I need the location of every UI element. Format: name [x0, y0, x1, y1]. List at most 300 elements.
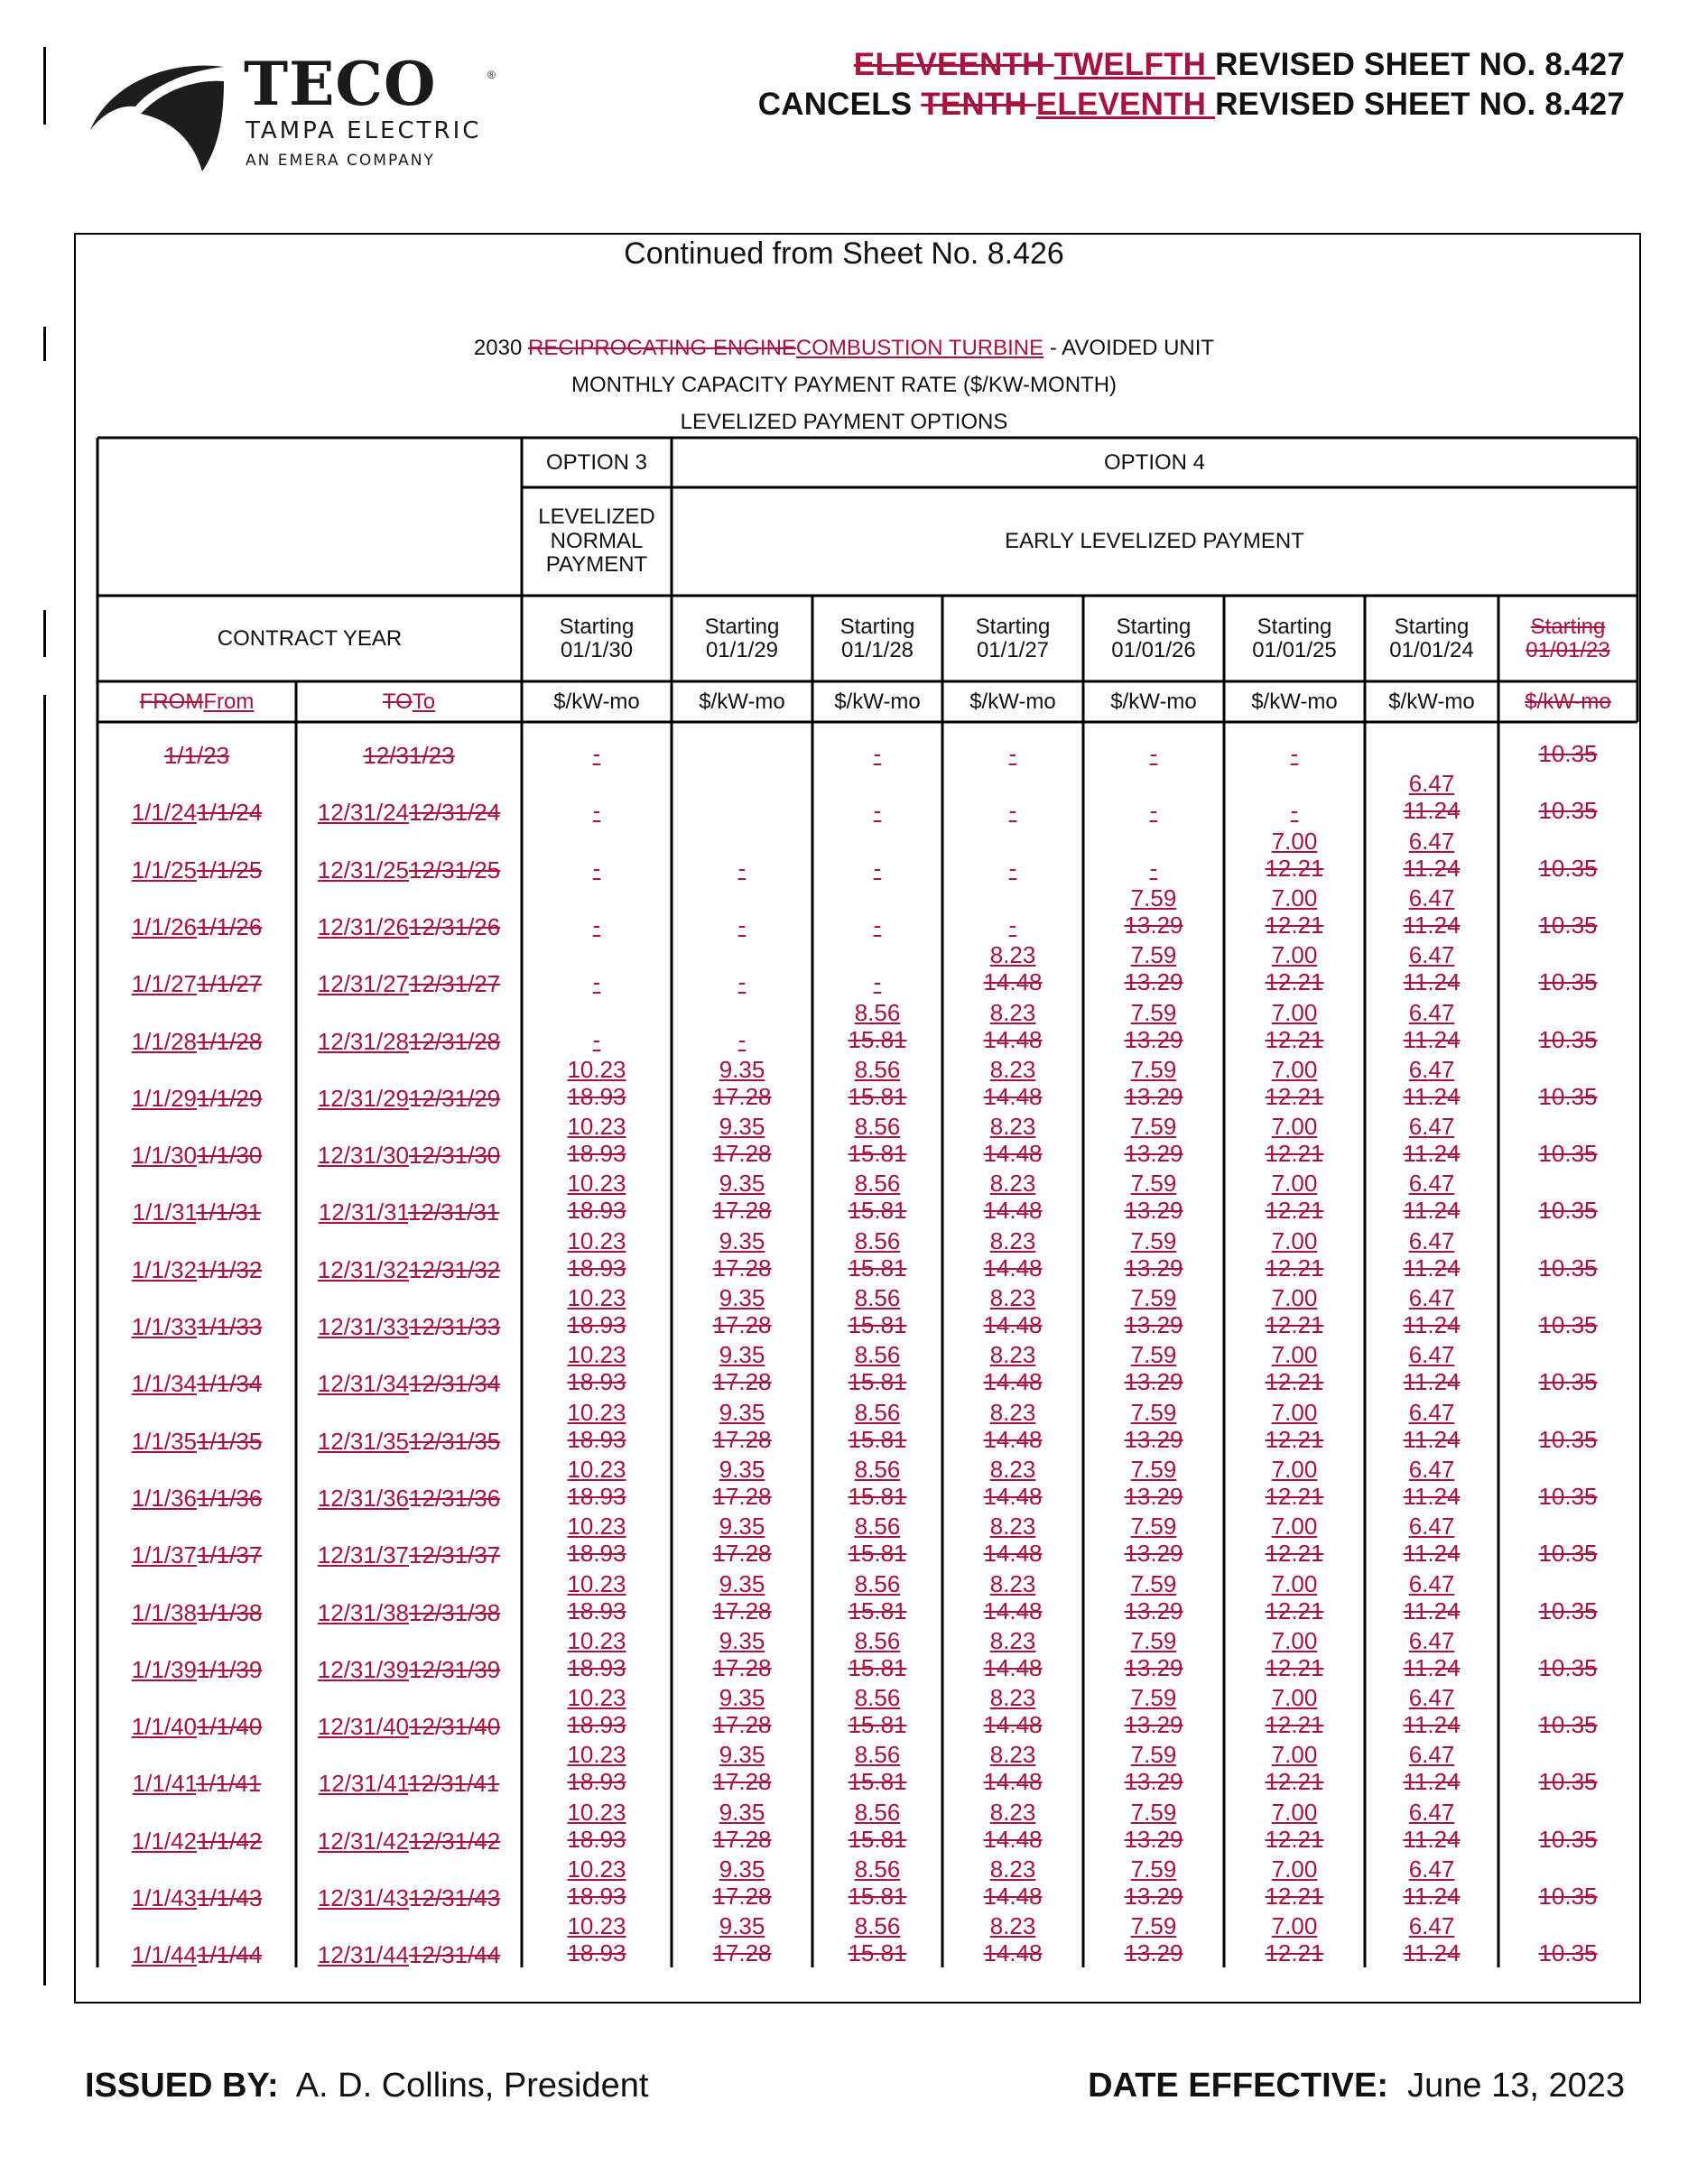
new-rate-value: 8.56	[854, 1170, 901, 1198]
old-rate-value: 12.21	[1265, 1425, 1324, 1453]
deleted-from-date: 1/1/24	[197, 799, 263, 827]
new-rate-value: 7.00	[1271, 1398, 1318, 1426]
inserted-to-date: 12/31/28	[317, 1027, 409, 1055]
from-date	[97, 1313, 296, 1341]
old-rate-value: 13.29	[1124, 1540, 1183, 1568]
new-rate-value: 6.47	[1408, 1569, 1455, 1597]
deleted-from-date: 1/1/40	[197, 1713, 263, 1741]
from-date	[97, 1828, 296, 1855]
inserted-to-date: 12/31/32	[317, 1255, 409, 1283]
new-rate-value: 8.56	[854, 998, 901, 1026]
inserted-from-date: 1/1/26	[131, 912, 197, 940]
inserted-to-date: 12/31/33	[317, 1313, 409, 1340]
new-rate-value: 8.56	[854, 1284, 901, 1311]
new-rate-value: 6.47	[1408, 1055, 1455, 1083]
old-rate-value: 12.21	[1265, 1140, 1324, 1168]
starting-label: Starting	[559, 614, 635, 639]
old-rate-value: 18.93	[567, 1254, 626, 1282]
empty-rate-dash: -	[737, 911, 747, 939]
new-rate-value: 9.35	[719, 1284, 765, 1311]
old-rate-value: 13.29	[1124, 1425, 1183, 1453]
starting-date-header	[1224, 597, 1365, 680]
inserted-from-date: 1/1/32	[131, 1255, 197, 1283]
new-rate-value: 6.47	[1408, 1170, 1455, 1198]
old-rate-value: 14.48	[983, 1482, 1043, 1510]
old-rate-value: 14.48	[983, 1596, 1043, 1624]
to-date	[296, 856, 522, 884]
old-rate-value: 15.81	[848, 1939, 907, 1967]
new-rate-value: 8.56	[854, 1113, 901, 1141]
from-date	[97, 742, 296, 770]
deleted-from-date: 1/1/35	[197, 1427, 263, 1455]
deleted-rate-value: 10.35	[1538, 797, 1598, 825]
deleted-caption-text: RECIPROCATING ENGINE	[527, 336, 796, 360]
new-rate-value: 6.47	[1408, 1284, 1455, 1311]
inserted-to-date: 12/31/41	[318, 1770, 409, 1798]
old-rate-value: 14.48	[983, 1653, 1043, 1681]
date-effective-label: DATE EFFECTIVE:	[1088, 2067, 1388, 2105]
old-rate-value: 14.48	[983, 1254, 1043, 1282]
old-rate-value: 13.29	[1124, 968, 1183, 996]
new-rate-value: 7.59	[1130, 1798, 1177, 1826]
new-rate-value: 9.35	[719, 1798, 765, 1826]
new-rate-value: 9.35	[719, 1398, 765, 1426]
old-rate-value: 17.28	[712, 1540, 772, 1568]
starting-date: 01/1/30	[560, 638, 634, 662]
inserted-from-date: 1/1/30	[131, 1142, 197, 1170]
new-rate-value: 6.47	[1408, 1341, 1455, 1369]
deleted-from-date: 1/1/42	[197, 1827, 263, 1855]
new-rate-value: 10.23	[567, 1226, 626, 1254]
empty-rate-dash: -	[1290, 797, 1299, 825]
old-rate-value: 12.21	[1265, 1939, 1324, 1967]
old-rate-value: 15.81	[848, 1883, 907, 1910]
new-rate-value: 10.23	[567, 1513, 626, 1541]
old-rate-value: 13.29	[1124, 1254, 1183, 1282]
to-date	[296, 1656, 522, 1684]
logo-wordmark: TECO	[244, 49, 437, 119]
deleted-to-date: 12/31/44	[409, 1941, 501, 1969]
starting-date: 01/01/24	[1389, 638, 1474, 662]
empty-rate-dash: -	[737, 854, 747, 882]
inserted-to-date: 12/31/37	[317, 1541, 409, 1569]
inserted-from-date: 1/1/43	[131, 1884, 197, 1911]
deleted-from-date: 1/1/23	[163, 742, 230, 769]
old-rate-value: 12.21	[1265, 854, 1324, 882]
deleted-rate-value: 10.35	[1538, 854, 1598, 882]
inserted-to-date: 12/31/26	[317, 912, 409, 940]
starting-date-header	[522, 597, 672, 680]
old-rate-value: 18.93	[567, 1482, 626, 1510]
old-rate-value: 13.29	[1124, 911, 1183, 939]
old-rate-value: 15.81	[848, 1425, 907, 1453]
old-rate-value: 11.24	[1403, 1425, 1461, 1453]
new-rate-value: 9.35	[719, 1341, 765, 1369]
old-rate-value: 18.93	[567, 1540, 626, 1568]
deleted-rate-value: 10.35	[1538, 1254, 1598, 1282]
old-rate-value: 17.28	[712, 1653, 772, 1681]
new-rate-value: 9.35	[719, 1055, 765, 1083]
option-3-desc-line: PAYMENT	[545, 552, 648, 578]
old-rate-value: 11.24	[1403, 1311, 1461, 1338]
new-rate-value: 10.23	[567, 1398, 626, 1426]
new-rate-value: 7.00	[1271, 1569, 1318, 1597]
inserted-to-date: 12/31/40	[317, 1713, 409, 1741]
deleted-to-date: 12/31/39	[409, 1655, 501, 1683]
unit-label: $/kW-mo	[969, 689, 1056, 714]
new-rate-value: 9.35	[719, 1684, 765, 1712]
deleted-rate-value: 10.35	[1538, 1939, 1598, 1967]
to-date	[296, 1028, 522, 1056]
starting-date: 01/01/25	[1252, 638, 1337, 662]
from-date	[97, 856, 296, 884]
empty-rate-dash: -	[592, 854, 601, 882]
old-rate-value: 11.24	[1403, 1939, 1461, 1967]
caption-year: 2030	[473, 336, 528, 360]
deleted-rate-value: 10.35	[1538, 1140, 1598, 1168]
unit-label: $/kW-mo	[553, 689, 640, 714]
from-date	[97, 799, 296, 827]
empty-rate-dash: -	[1008, 797, 1017, 825]
deleted-to-date: 12/31/23	[363, 742, 455, 769]
old-rate-value: 12.21	[1265, 1883, 1324, 1910]
deleted-to-date: 12/31/28	[409, 1027, 501, 1055]
old-rate-value: 13.29	[1124, 1596, 1183, 1624]
new-rate-value: 7.59	[1130, 1626, 1177, 1654]
deleted-rate-value: 10.35	[1538, 911, 1598, 939]
old-rate-value: 15.81	[848, 1140, 907, 1168]
new-rate-value: 9.35	[719, 1626, 765, 1654]
logo-subtitle: TAMPA ELECTRIC	[246, 117, 482, 144]
registered-mark: ®	[487, 69, 496, 81]
old-rate-value: 14.48	[983, 1368, 1043, 1396]
empty-rate-dash: -	[592, 911, 601, 939]
deleted-from-date: 1/1/34	[197, 1370, 263, 1398]
old-rate-value: 15.81	[848, 1711, 907, 1739]
old-rate-value: 15.81	[848, 1197, 907, 1225]
old-rate-value: 17.28	[712, 1197, 772, 1225]
deleted-from-date: 1/1/31	[196, 1198, 262, 1226]
starting-date-header	[1498, 597, 1637, 680]
inserted-to-date: 12/31/35	[317, 1427, 409, 1455]
old-rate-value: 12.21	[1265, 1711, 1324, 1739]
inserted-revision-text: TWELFTH	[1053, 47, 1216, 82]
old-rate-value: 12.21	[1265, 911, 1324, 939]
old-rate-value: 15.81	[848, 1825, 907, 1853]
old-rate-value: 12.21	[1265, 1254, 1324, 1282]
old-rate-value: 13.29	[1124, 1653, 1183, 1681]
to-date	[296, 970, 522, 998]
old-rate-value: 11.24	[1403, 968, 1461, 996]
from-date	[97, 1198, 296, 1226]
old-rate-value: 13.29	[1124, 1025, 1183, 1053]
option-3-description	[522, 489, 672, 594]
new-rate-value: 10.23	[567, 1569, 626, 1597]
new-rate-value: 8.23	[989, 1455, 1036, 1483]
to-date	[296, 1142, 522, 1170]
old-rate-value: 13.29	[1124, 1482, 1183, 1510]
new-rate-value: 10.23	[567, 1341, 626, 1369]
from-date	[97, 1428, 296, 1456]
new-rate-value: 8.23	[989, 1055, 1036, 1083]
deleted-rate-value: 10.35	[1538, 1311, 1598, 1338]
old-rate-value: 15.81	[848, 1368, 907, 1396]
unit-label: $/kW-mo	[1388, 689, 1475, 714]
old-rate-value: 11.24	[1403, 1082, 1461, 1110]
to-date	[296, 1770, 522, 1798]
new-rate-value: 10.23	[567, 1741, 626, 1769]
old-rate-value: 14.48	[983, 1939, 1043, 1967]
starting-label: Starting	[1394, 614, 1470, 639]
old-rate-value: 15.81	[848, 1311, 907, 1338]
old-rate-value: 15.81	[848, 1540, 907, 1568]
old-rate-value: 18.93	[567, 1425, 626, 1453]
to-date	[296, 1541, 522, 1569]
new-rate-value: 7.00	[1271, 1284, 1318, 1311]
old-rate-value: 12.21	[1265, 1540, 1324, 1568]
inserted-to-date: 12/31/27	[317, 970, 409, 998]
empty-rate-dash: -	[1149, 797, 1158, 825]
unit-label: $/kW-mo	[1110, 689, 1197, 714]
new-rate-value: 6.47	[1408, 1798, 1455, 1826]
old-rate-value: 14.48	[983, 1082, 1043, 1110]
new-rate-value: 9.35	[719, 1226, 765, 1254]
old-rate-value: 15.81	[848, 1025, 907, 1053]
inserted-from-date: 1/1/40	[131, 1713, 197, 1741]
inserted-to-date: 12/31/38	[317, 1598, 409, 1626]
deleted-to-date: 12/31/31	[408, 1198, 500, 1226]
old-rate-value: 11.24	[1403, 1883, 1461, 1910]
cancels-label: CANCELS	[757, 87, 922, 122]
new-rate-value: 9.35	[719, 1569, 765, 1597]
new-rate-value: 8.56	[854, 1741, 901, 1769]
new-rate-value: 7.00	[1271, 1912, 1318, 1940]
from-date	[97, 913, 296, 941]
old-rate-value: 18.93	[567, 1768, 626, 1796]
old-rate-value: 14.48	[983, 1140, 1043, 1168]
old-rate-value: 12.21	[1265, 1653, 1324, 1681]
starting-label: Starting	[1257, 614, 1332, 639]
deleted-from-date: 1/1/30	[197, 1142, 263, 1170]
deleted-rate-value: 10.35	[1538, 1540, 1598, 1568]
deleted-to-date: 12/31/29	[409, 1084, 501, 1112]
deleted-from-date: 1/1/28	[197, 1027, 263, 1055]
new-rate-value: 8.23	[989, 1113, 1036, 1141]
deleted-to-date: 12/31/41	[408, 1770, 500, 1798]
new-rate-value: 8.56	[854, 1226, 901, 1254]
inserted-from-date: 1/1/41	[132, 1770, 197, 1798]
old-rate-value: 18.93	[567, 1711, 626, 1739]
old-rate-value: 12.21	[1265, 1482, 1324, 1510]
new-rate-value: 7.00	[1271, 998, 1318, 1026]
old-rate-value: 12.21	[1265, 1025, 1324, 1053]
date-effective	[1088, 2067, 1625, 2105]
new-rate-value: 8.56	[854, 1341, 901, 1369]
to-date	[296, 1599, 522, 1627]
old-rate-value: 18.93	[567, 1368, 626, 1396]
date-effective-value: June 13, 2023	[1407, 2067, 1625, 2105]
starting-date-header	[672, 597, 812, 680]
old-rate-value: 18.93	[567, 1883, 626, 1910]
new-rate-value: 10.23	[567, 1284, 626, 1311]
starting-date-header	[812, 597, 942, 680]
new-rate-value: 8.56	[854, 1055, 901, 1083]
new-rate-value: 7.59	[1130, 1912, 1177, 1940]
new-rate-value: 7.00	[1271, 1341, 1318, 1369]
new-rate-value: 8.56	[854, 1569, 901, 1597]
from-date	[97, 1599, 296, 1627]
old-rate-value: 17.28	[712, 1140, 772, 1168]
old-rate-value: 17.28	[712, 1254, 772, 1282]
from-date	[97, 1884, 296, 1912]
deleted-rate-value: 10.35	[1538, 1482, 1598, 1510]
to-date	[296, 1884, 522, 1912]
deleted-to-date: 12/31/33	[409, 1313, 501, 1340]
to-date	[296, 1085, 522, 1113]
old-rate-value: 12.21	[1265, 1825, 1324, 1853]
new-rate-value: 10.23	[567, 1626, 626, 1654]
deleted-to-date: 12/31/34	[409, 1370, 501, 1398]
empty-rate-dash: -	[873, 854, 882, 882]
new-rate-value: 6.47	[1408, 1226, 1455, 1254]
new-rate-value: 8.56	[854, 1455, 901, 1483]
inserted-from-date: 1/1/33	[131, 1313, 197, 1340]
new-rate-value: 7.59	[1130, 1170, 1177, 1198]
new-rate-value: 8.23	[989, 1912, 1036, 1940]
sheet-number-text: REVISED SHEET NO. 8.427	[1215, 87, 1625, 122]
from-date	[97, 1256, 296, 1284]
old-rate-value: 11.24	[1403, 1711, 1461, 1739]
deleted-from-date: 1/1/25	[197, 856, 263, 884]
old-rate-value: 17.28	[712, 1482, 772, 1510]
deleted-from-date: 1/1/44	[197, 1941, 263, 1969]
deleted-to-date: 12/31/40	[409, 1713, 501, 1741]
old-rate-value: 17.28	[712, 1883, 772, 1910]
new-rate-value: 10.23	[567, 1684, 626, 1712]
from-date	[97, 1941, 296, 1969]
inserted-from-date: 1/1/37	[131, 1541, 197, 1569]
to-date	[296, 1828, 522, 1855]
new-rate-value: 7.00	[1271, 1170, 1318, 1198]
new-rate-value: 6.47	[1408, 884, 1455, 912]
old-rate-value: 15.81	[848, 1482, 907, 1510]
inserted-to-date: 12/31/42	[317, 1827, 409, 1855]
new-rate-value: 10.23	[567, 1170, 626, 1198]
old-rate-value: 13.29	[1124, 1197, 1183, 1225]
old-rate-value: 13.29	[1124, 1368, 1183, 1396]
new-rate-value: 6.47	[1408, 1113, 1455, 1141]
old-rate-value: 11.24	[1403, 1482, 1461, 1510]
old-rate-value: 13.29	[1124, 1939, 1183, 1967]
new-rate-value: 6.47	[1408, 1855, 1455, 1883]
new-rate-value: 10.23	[567, 1113, 626, 1141]
from-date	[97, 1142, 296, 1170]
new-rate-value: 7.59	[1130, 1455, 1177, 1483]
deleted-from-date: 1/1/36	[197, 1484, 263, 1512]
option-4-description: EARLY LEVELIZED PAYMENT	[1005, 528, 1304, 553]
empty-rate-dash: -	[1149, 740, 1158, 767]
issued-by-value: A. D. Collins, President	[295, 2067, 649, 2105]
deleted-rate-value: 10.35	[1538, 1768, 1598, 1796]
old-rate-value: 12.21	[1265, 968, 1324, 996]
inserted-from-date: 1/1/44	[131, 1941, 197, 1969]
inserted-to-date: 12/31/31	[318, 1198, 409, 1226]
new-rate-value: 8.56	[854, 1855, 901, 1883]
new-rate-value: 8.23	[989, 1684, 1036, 1712]
deleted-from-date: 1/1/27	[197, 970, 263, 998]
new-rate-value: 9.35	[719, 1855, 765, 1883]
deleted-revision-text: ELEVEENTH	[853, 47, 1054, 82]
old-rate-value: 17.28	[712, 1711, 772, 1739]
table-subtitle-2: LEVELIZED PAYMENT OPTIONS	[680, 410, 1008, 434]
inserted-to-date: 12/31/34	[317, 1370, 409, 1398]
old-rate-value: 15.81	[848, 1653, 907, 1681]
new-rate-value: 6.47	[1408, 1684, 1455, 1712]
new-rate-value: 7.59	[1130, 1741, 1177, 1769]
deleted-rate-value: 10.35	[1538, 740, 1598, 767]
old-rate-value: 13.29	[1124, 1311, 1183, 1338]
inserted-from-date: 1/1/28	[131, 1027, 197, 1055]
deleted-to-date: 12/31/42	[409, 1827, 501, 1855]
empty-rate-dash: -	[592, 968, 601, 996]
new-rate-value: 10.23	[567, 1455, 626, 1483]
inserted-caption-text: COMBUSTION TURBINE	[795, 336, 1044, 360]
new-rate-value: 8.23	[989, 1398, 1036, 1426]
option-4-header: OPTION 4	[1103, 449, 1206, 475]
new-rate-value: 7.00	[1271, 941, 1318, 969]
starting-label: Starting	[1116, 614, 1192, 639]
deleted-to-date: 12/31/32	[409, 1255, 501, 1283]
old-rate-value: 12.21	[1265, 1368, 1324, 1396]
starting-date-header	[1365, 597, 1498, 680]
from-date	[97, 1656, 296, 1684]
new-rate-value: 6.47	[1408, 941, 1455, 969]
deleted-to-date: 12/31/25	[409, 856, 501, 884]
from-date	[97, 1541, 296, 1569]
deleted-rate-value: 10.35	[1538, 1425, 1598, 1453]
new-rate-value: 8.56	[854, 1398, 901, 1426]
to-date	[296, 1313, 522, 1341]
deleted-revision-text: TENTH	[921, 87, 1036, 122]
deleted-to-date: 12/31/27	[409, 970, 501, 998]
empty-rate-dash: -	[592, 797, 601, 825]
to-date	[296, 1256, 522, 1284]
starting-label: Starting	[839, 614, 915, 639]
new-rate-value: 6.47	[1408, 827, 1455, 855]
old-rate-value: 17.28	[712, 1596, 772, 1624]
old-rate-value: 14.48	[983, 1025, 1043, 1053]
new-rate-value: 7.00	[1271, 1684, 1318, 1712]
empty-rate-dash: -	[1290, 740, 1299, 767]
deleted-to-date: 12/31/30	[409, 1142, 501, 1170]
starting-date: 01/1/28	[840, 638, 914, 662]
new-rate-value: 6.47	[1408, 998, 1455, 1026]
old-rate-value: 11.24	[1403, 1653, 1461, 1681]
new-rate-value: 10.23	[567, 1798, 626, 1826]
deleted-to-date: 12/31/37	[409, 1541, 501, 1569]
old-rate-value: 18.93	[567, 1596, 626, 1624]
new-rate-value: 8.56	[854, 1684, 901, 1712]
new-rate-value: 8.23	[989, 998, 1036, 1026]
new-rate-value: 8.56	[854, 1798, 901, 1826]
new-rate-value: 7.00	[1271, 1513, 1318, 1541]
deleted-from-date: 1/1/26	[197, 912, 263, 940]
starting-date: 01/1/27	[976, 638, 1050, 662]
deleted-rate-value: 10.35	[1538, 1653, 1598, 1681]
inserted-from-date: 1/1/25	[131, 856, 197, 884]
inserted-from-date: 1/1/24	[131, 799, 197, 827]
old-rate-value: 14.48	[983, 1883, 1043, 1910]
